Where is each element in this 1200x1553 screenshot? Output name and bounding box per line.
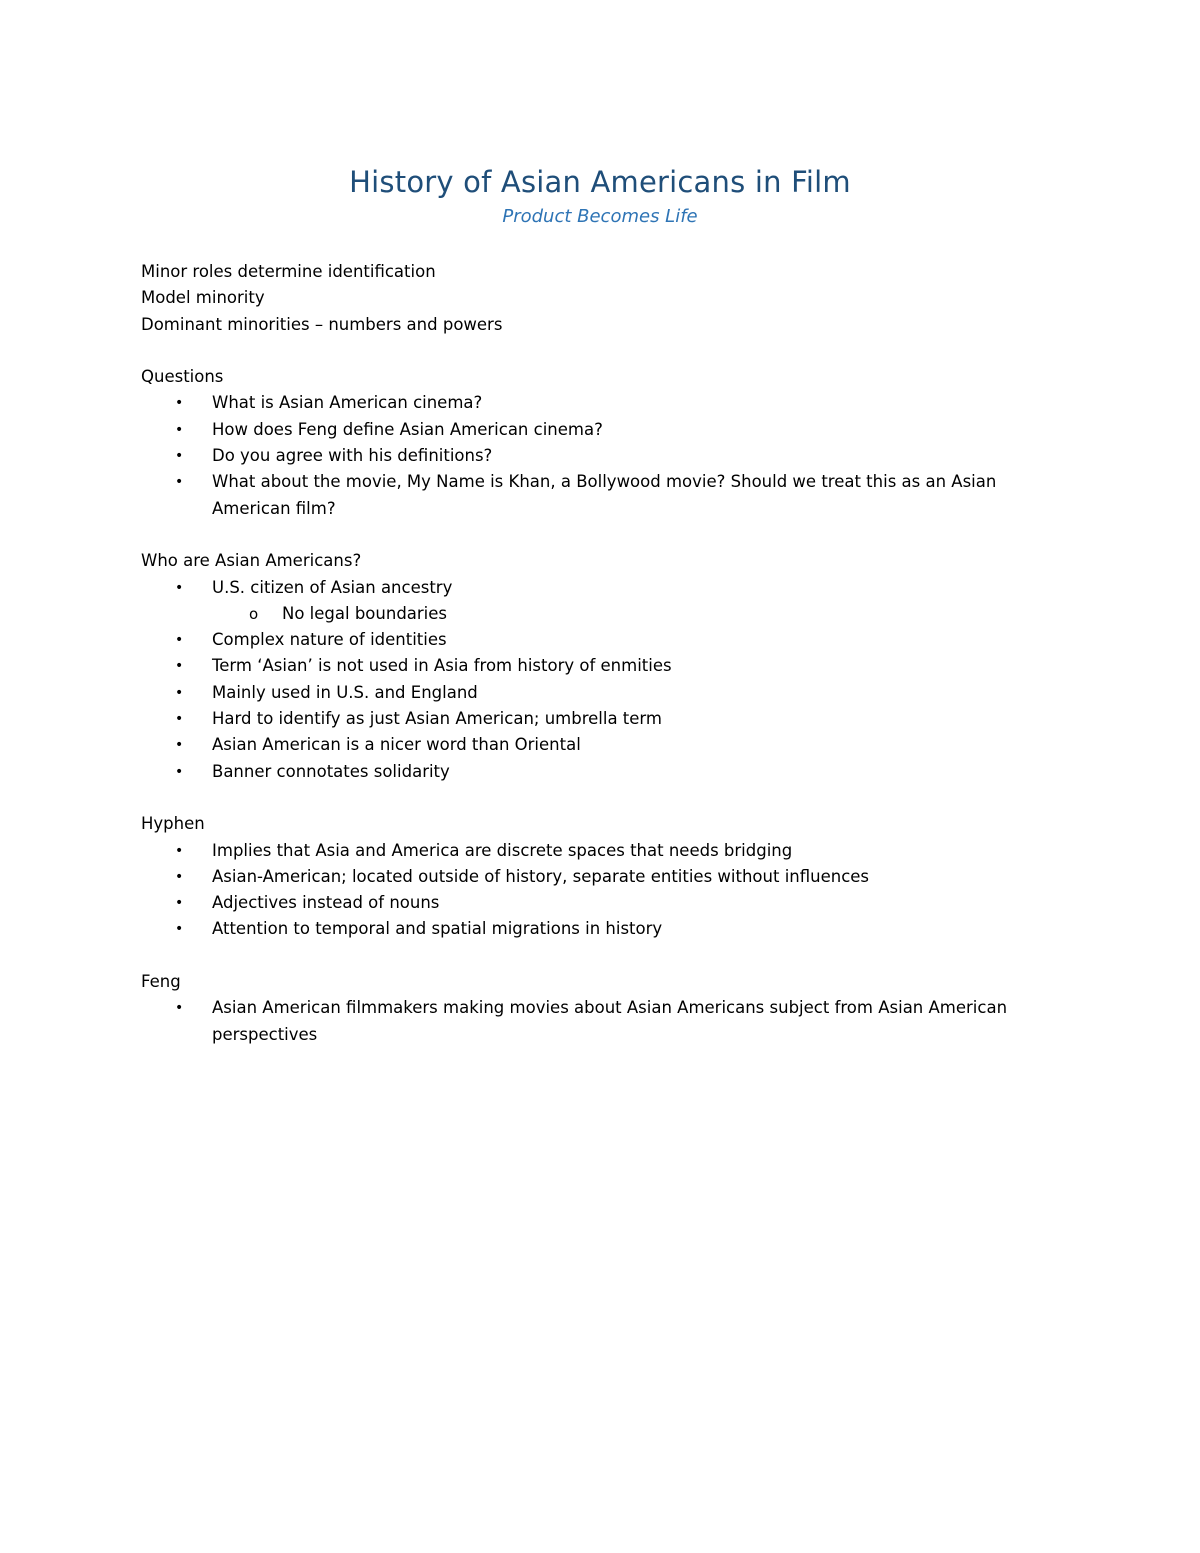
list-item-text: Hard to identify as just Asian American; umbrella term — [212, 709, 662, 729]
section-heading-hyphen: Hyphen — [141, 814, 205, 834]
list-item-text: Implies that Asia and America are discrete spaces that needs bridging — [212, 840, 793, 860]
list-item — [141, 443, 1061, 469]
document-body — [141, 259, 1061, 1048]
bullet-icon: • — [175, 737, 184, 754]
section-heading-questions: Questions — [141, 367, 224, 387]
bullet-icon: • — [175, 763, 184, 780]
sub-list-item-text: No legal boundaries — [282, 603, 448, 623]
intro-line: Dominant minorities – numbers and powers — [141, 314, 503, 334]
section-heading-feng: Feng — [141, 972, 181, 992]
bullet-icon: • — [175, 895, 184, 912]
who-list-continued — [141, 627, 1061, 785]
bullet-icon: • — [175, 632, 184, 649]
bullet-icon: • — [175, 448, 184, 465]
sub-list-item — [141, 601, 1061, 627]
list-item-text: Banner connotates solidarity — [212, 761, 450, 781]
list-item — [141, 680, 1061, 706]
paragraph-gap — [141, 338, 1061, 364]
list-item-text: Term ‘Asian’ is not used in Asia from history of enmities — [212, 656, 672, 676]
intro-line: Minor roles determine identification — [141, 262, 436, 281]
list-item-text: How does Feng define Asian American cinema? — [212, 419, 603, 439]
list-item — [141, 627, 1061, 653]
bullet-icon: • — [175, 711, 184, 728]
questions-list — [141, 390, 1061, 521]
bullet-icon: • — [175, 421, 184, 438]
document-subtitle: Product Becomes Life — [502, 206, 698, 227]
intro-line: Model minority — [141, 288, 265, 308]
list-item — [141, 759, 1061, 785]
list-item — [141, 706, 1061, 732]
list-item-text: Attention to temporal and spatial migrations in history — [212, 919, 663, 939]
bullet-icon: • — [175, 474, 184, 491]
sub-bullet-icon: o — [249, 604, 259, 623]
list-item — [141, 390, 1061, 416]
paragraph-gap — [141, 785, 1061, 811]
list-item — [141, 864, 1061, 890]
list-item-text: Mainly used in U.S. and England — [212, 682, 478, 702]
bullet-icon: • — [175, 684, 184, 701]
bullet-icon: • — [175, 921, 184, 938]
list-item-text: What is Asian American cinema? — [212, 393, 483, 413]
bullet-icon: • — [175, 658, 184, 675]
list-item — [141, 417, 1061, 443]
list-item — [141, 469, 1061, 522]
section-heading-who: Who are Asian Americans? — [141, 551, 362, 571]
paragraph-gap — [141, 943, 1061, 969]
feng-list — [141, 995, 1061, 1048]
list-item — [141, 916, 1061, 942]
list-item — [141, 575, 1061, 601]
list-item-text: Do you agree with his definitions? — [212, 446, 493, 466]
bullet-icon: • — [175, 395, 184, 412]
list-item — [141, 995, 1061, 1048]
document-title: History of Asian Americans in Film — [349, 165, 851, 199]
list-item — [141, 732, 1061, 758]
hyphen-list — [141, 838, 1061, 943]
list-item-text: Complex nature of identities — [212, 630, 447, 650]
bullet-icon: • — [175, 579, 184, 596]
who-sublist — [141, 601, 1061, 627]
bullet-icon: • — [175, 868, 184, 885]
list-item — [141, 838, 1061, 864]
list-item-text: Asian-American; located outside of history, separate entities without influences — [212, 866, 870, 886]
list-item — [141, 890, 1061, 916]
list-item-text: Adjectives instead of nouns — [212, 893, 440, 913]
bullet-icon: • — [175, 842, 184, 859]
paragraph-gap — [141, 522, 1061, 548]
list-item-text: U.S. citizen of Asian ancestry — [212, 577, 453, 597]
list-item — [141, 653, 1061, 679]
list-item-text: What about the movie, My Name is Khan, a Bollywood movie? Should we treat this as an Asian American film? — [212, 472, 997, 518]
list-item-text: Asian American is a nicer word than Oriental — [212, 735, 581, 755]
bullet-icon: • — [175, 1000, 184, 1017]
list-item-text: Asian American filmmakers making movies about Asian Americans subject from Asian American perspectives — [212, 998, 1008, 1044]
who-list — [141, 575, 1061, 601]
